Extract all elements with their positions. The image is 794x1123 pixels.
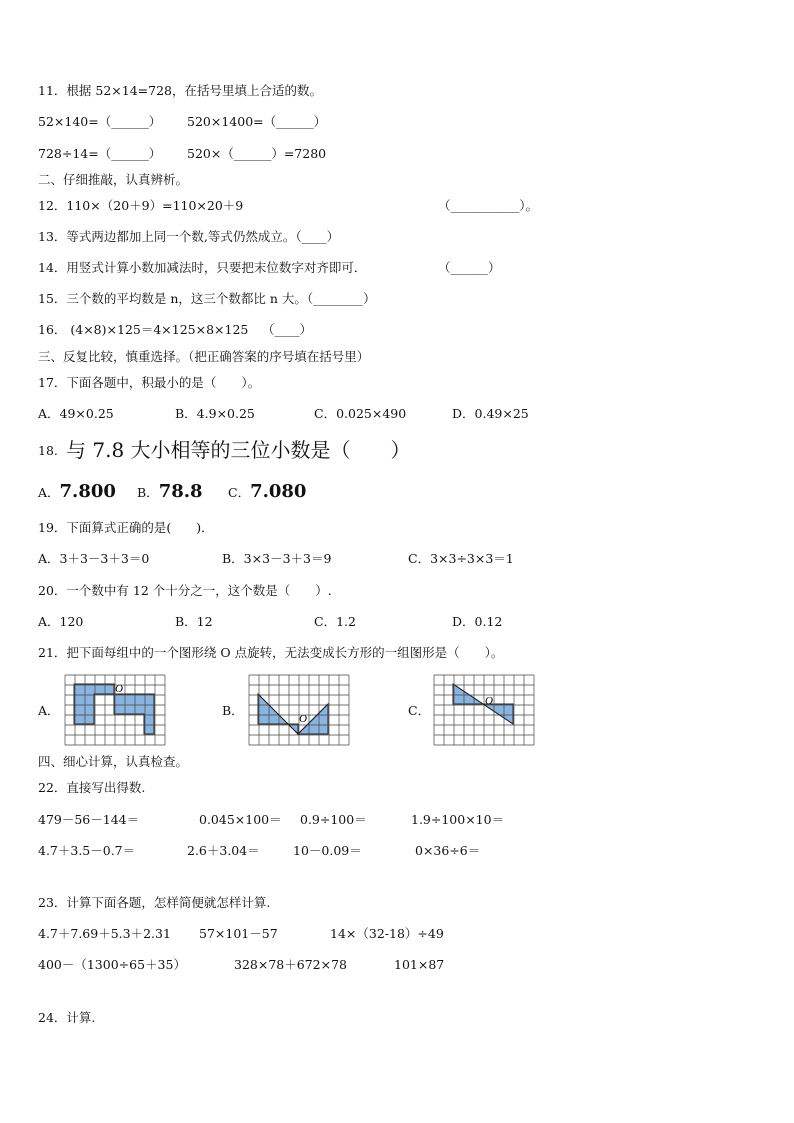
q18-option-value: 78.8 <box>158 481 203 502</box>
point-o-label: O <box>299 713 307 725</box>
point-o-label: O <box>485 695 493 707</box>
q22-item: 0.9÷100＝ <box>300 812 367 827</box>
q18-option-value: 7.800 <box>59 481 116 502</box>
q22-item: 4.7＋3.5－0.7＝ <box>38 843 136 858</box>
q16-stem: 16． (4×8)×125＝4×125×8×125 <box>38 322 249 337</box>
q18-option-letter: B． <box>137 485 159 500</box>
q20-option: C．1.2 <box>314 614 356 629</box>
q21-option-label: A． <box>38 703 60 718</box>
figure-shape <box>74 684 154 734</box>
q23-item: 328×78＋672×78 <box>234 957 347 972</box>
q17-option: C．0.025×490 <box>314 406 407 421</box>
q11-stem: 11．根据 52×14=728，在括号里填上合适的数。 <box>38 83 322 98</box>
q18-option-letter: A． <box>38 485 60 500</box>
q23-item: 400－（1300÷65＋35） <box>38 957 186 972</box>
rotation-figure-b <box>248 674 350 746</box>
q22-item: 479－56－144＝ <box>38 812 140 827</box>
q19-option: B．3×3－3＋3＝9 <box>222 551 332 566</box>
q23-stem: 23．计算下面各题，怎样简便就怎样计算. <box>38 895 271 910</box>
q11-item: 520×1400=（______） <box>187 114 327 129</box>
q18-option-value: 7.080 <box>250 481 307 502</box>
q18-option-b <box>137 481 203 504</box>
q21-option-label: C． <box>408 703 431 718</box>
q18-number: 18. <box>38 443 58 458</box>
q23-item: 57×101－57 <box>199 926 278 941</box>
grid-lines <box>434 675 534 745</box>
q17-option: A．49×0.25 <box>38 406 114 421</box>
q13: 13．等式两边都加上同一个数,等式仍然成立。（____） <box>38 229 340 244</box>
q20-option: B．12 <box>175 614 213 629</box>
q22-item: 1.9÷100×10＝ <box>411 812 505 827</box>
q14-stem: 14．用竖式计算小数加减法时，只要把末位数字对齐即可． <box>38 260 367 275</box>
q22-item: 0×36÷6＝ <box>415 843 481 858</box>
q24: 24．计算. <box>38 1010 96 1025</box>
q20-stem: 20．一个数中有 12 个十分之一，这个数是（ ）. <box>38 583 332 598</box>
point-o-label: O <box>115 683 123 695</box>
q19-option: C．3×3÷3×3＝1 <box>408 551 514 566</box>
q23-item: 4.7＋7.69＋5.3＋2.31 <box>38 926 171 941</box>
q19-stem: 19．下面算式正确的是( )． <box>38 520 214 535</box>
q18-stem: 与 7.8 大小相等的三位小数是（ ） <box>66 438 411 462</box>
rotation-figure-a <box>64 674 166 746</box>
q12-blank: （___________）。 <box>438 198 539 213</box>
q17-option: D．0.49×25 <box>452 406 529 421</box>
q22-item: 0.045×100＝ <box>199 812 282 827</box>
q23-item: 101×87 <box>394 957 445 972</box>
q17-stem: 17．下面各题中，积最小的是（ ）。 <box>38 375 261 390</box>
q22-stem: 22．直接写出得数. <box>38 780 146 795</box>
q23-item: 14×（32-18）÷49 <box>330 926 444 941</box>
q22-item: 10－0.09＝ <box>293 843 362 858</box>
q20-option: A．120 <box>38 614 84 629</box>
q11-item: 520×（______）=7280 <box>187 146 327 161</box>
q14-blank: （______） <box>438 260 501 275</box>
q18-option-a <box>38 481 116 504</box>
q12-stem: 12．110×（20＋9）=110×20＋9 <box>38 198 244 213</box>
q17-option: B．4.9×0.25 <box>175 406 255 421</box>
section-heading: 四、细心计算，认真检查。 <box>38 754 189 769</box>
q21-option-label: B． <box>222 703 244 718</box>
q15: 15．三个数的平均数是 n，这三个数都比 n 大。（________） <box>38 291 376 306</box>
section-heading: 二、仔细推敲，认真辨析。 <box>38 172 189 187</box>
q22-item: 2.6＋3.04＝ <box>187 843 260 858</box>
q20-option: D．0.12 <box>452 614 503 629</box>
rotation-figure-c <box>433 674 535 746</box>
q18-option-c <box>228 481 306 504</box>
q21-stem: 21．把下面每组中的一个图形绕 O 点旋转，无法变成长方形的一组图形是（ ）。 <box>38 645 504 660</box>
q16-blank: （____） <box>262 322 313 337</box>
q18-option-letter: C． <box>228 485 251 500</box>
q11-item: 728÷14=（______） <box>38 146 162 161</box>
q19-option: A．3＋3－3＋3＝0 <box>38 551 150 566</box>
q11-item: 52×140=（______） <box>38 114 162 129</box>
section-heading: 三、反复比较，慎重选择。（把正确答案的序号填在括号里） <box>38 349 370 364</box>
